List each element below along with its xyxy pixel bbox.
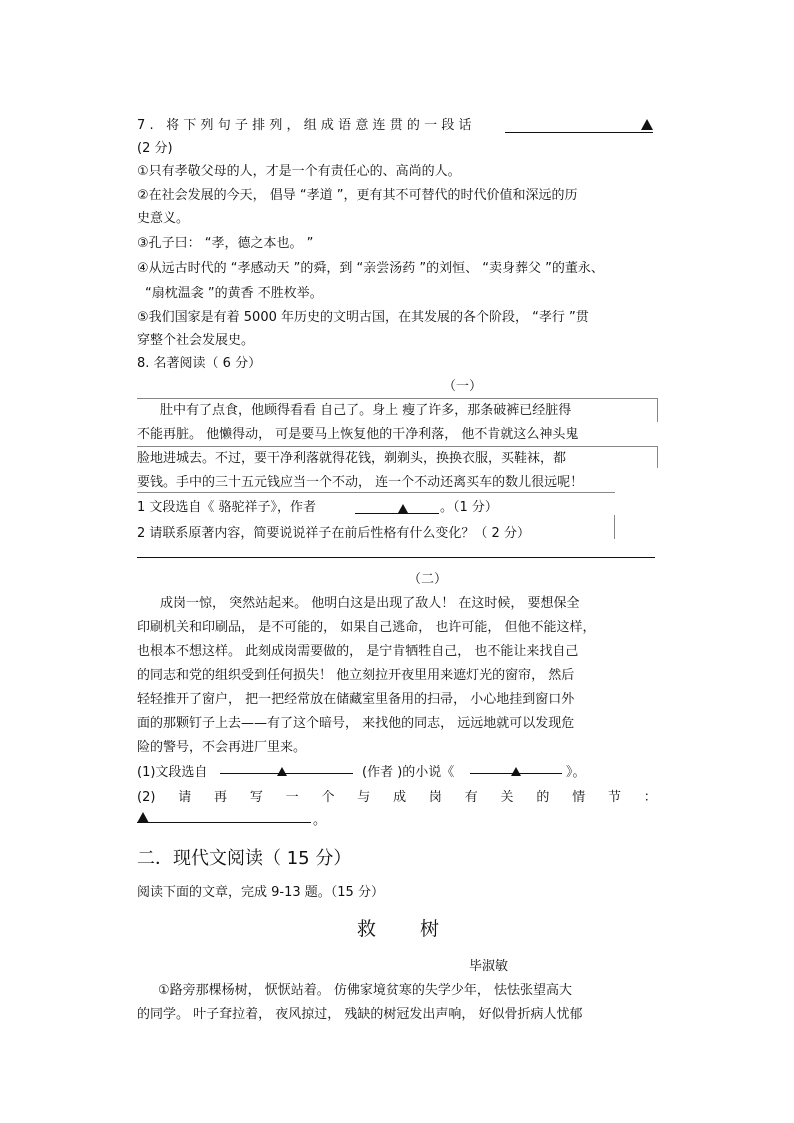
q2-char: 个 [321, 790, 335, 805]
passage-box-border [614, 515, 615, 539]
q8-part2-para-5: 轻轻推开了窗户， 把一把经常放在储藏室里备用的扫帚， 小心地挂到窗口外 [137, 692, 575, 707]
q8-part2-para-3: 也根本不想这样。 此刻成岗需要做的， 是宁肯牺牲自己， 也不能让来找自己 [137, 644, 579, 659]
q8-part1-para-4: 要钱。手中的三十五元钱应当一个不动， 连一个不动还离买车的数儿很远呢！ [137, 475, 584, 490]
q7-sentence-2: ②在社会发展的今天， 倡导 “孝道 ”，更有其不可替代的时代价值和深远的历 [137, 188, 578, 203]
q8-part2-heading: （二） [408, 572, 448, 587]
q2-char: 关 [500, 790, 514, 805]
section-2-title: 二．现代文阅读（ 15 分） [137, 848, 352, 869]
q8-part2-question-1: (1)文段选自 [137, 765, 208, 780]
q7-score: (2 分) [137, 141, 173, 156]
passage-box-border [137, 398, 658, 399]
triangle-marker-icon [277, 767, 287, 776]
q8-part2-question-2-end: 。 [313, 813, 327, 828]
q8-part1-para-2: 不能再脏。 他懒得动， 可是要马上恢复他的干净利落， 他不肯就这么神头鬼 [137, 427, 579, 442]
passage-box-border [657, 446, 658, 468]
q2-char: 写 [249, 790, 263, 805]
q8-part2-para-1: 成岗一惊， 突然站起来。 他明白这是出现了敌人！ 在这时候， 要想保全 [160, 596, 580, 611]
q8-part1-question-1: 1 文段选自《 骆驼祥子》，作者 [137, 500, 317, 515]
q2-char: 与 [357, 790, 371, 805]
q8-part2-question-2 [137, 789, 657, 807]
q8-part2-para-4: 的同志和党的组织受到任何损失！ 他立刻拉开夜里用来遮灯光的窗帘， 然后 [137, 668, 575, 683]
q7-sentence-5: ⑤我们国家是有着 5000 年历史的文明古国，在其发展的各个阶段， “孝行 ”贯 [137, 310, 589, 325]
section-2-instruction: 阅读下面的文章，完成 9-13 题。（15 分） [137, 885, 384, 900]
triangle-marker-icon [511, 767, 521, 776]
q8-part2-para-7: 险的警号，不会再进厂里来。 [137, 740, 307, 755]
q8-part1-question-1-score: 。（1 分） [440, 500, 498, 515]
q2-char: (2) [137, 790, 156, 805]
q2-char: 有 [464, 790, 478, 805]
q8-part2-question-1-mid: (作者 )的小说《 [362, 765, 455, 780]
q2-char: ： [643, 790, 657, 805]
q8-author-answer-blank[interactable] [355, 513, 439, 514]
q2-char: 请 [178, 790, 192, 805]
q2-char: 节 [607, 790, 621, 805]
q8-stem: 8. 名著阅读（ 6 分） [137, 356, 262, 371]
q8-part2-question-1-end: 》。 [566, 765, 586, 780]
q2-char: 的 [536, 790, 550, 805]
q8-part1-para-3: 脸地进城去。不过，要干净利落就得花钱，剃剃头，换换衣服，买鞋袜，都 [137, 451, 567, 466]
q7-sentence-4: ④从远古时代的 “孝感动天 ”的舜，到 “亲尝汤药 ”的刘恒、 “卖身葬父 ”的董永、 [137, 261, 604, 276]
q7-sentence-4-cont: “扇枕温衾 ”的黄香 不胜枚举。 [145, 286, 323, 301]
q8-part2-plot-blank[interactable] [137, 822, 311, 823]
q8-part2-para-6: 面的那颗钉子上去——有了这个暗号， 来找他的同志， 远远地就可以发现危 [137, 716, 575, 731]
q7-answer-blank[interactable] [505, 132, 653, 133]
q8-part2-para-2: 印刷机关和印刷品， 是不可能的， 如果自己逃命， 也许可能， 但他不能这样， [137, 620, 596, 635]
passage-box-border [137, 492, 615, 493]
q2-char: 一 [285, 790, 299, 805]
answer-line[interactable] [137, 557, 655, 558]
triangle-marker-icon [398, 504, 408, 513]
triangle-marker-icon [641, 119, 653, 130]
q7-sentence-1: ①只有孝敬父母的人，才是一个有责任心的、高尚的人。 [137, 164, 461, 179]
passage-box-border [657, 398, 658, 422]
q7-sentence-5-cont: 穿整个社会发展史。 [137, 333, 255, 348]
q2-char: 再 [214, 790, 228, 805]
article-para-1-cont: 的同学。 叶子耷拉着， 夜风掠过， 残缺的树冠发出声响， 好似骨折病人忧郁 [137, 1007, 583, 1022]
q7-sentence-3: ③孔子曰： “孝，德之本也。 ” [137, 236, 314, 251]
article-author: 毕淑敏 [469, 959, 509, 974]
q8-part1-heading: （一） [443, 379, 483, 394]
q7-stem: 7. 将下列句子排列，组成语意连贯的一段话 [137, 118, 476, 133]
triangle-marker-icon [137, 812, 149, 823]
article-para-1: ①路旁那棵杨树， 恹恹站着。 仿佛家境贫寒的失学少年， 怯怯张望高大 [158, 983, 573, 998]
q8-part1-para-1: 肚中有了点食，他顾得看看 自己了。身上 瘦了许多，那条破裤已经脏得 [160, 403, 572, 418]
q2-char: 成 [393, 790, 407, 805]
q2-char: 情 [572, 790, 586, 805]
q7-sentence-2-cont: 史意义。 [137, 211, 190, 226]
passage-box-border [137, 446, 658, 447]
article-title: 救树 [357, 918, 484, 940]
q2-char: 岗 [428, 790, 442, 805]
q8-part1-question-2: 2 请联系原著内容，简要说说祥子在前后性格有什么变化？（ 2 分） [137, 526, 530, 541]
